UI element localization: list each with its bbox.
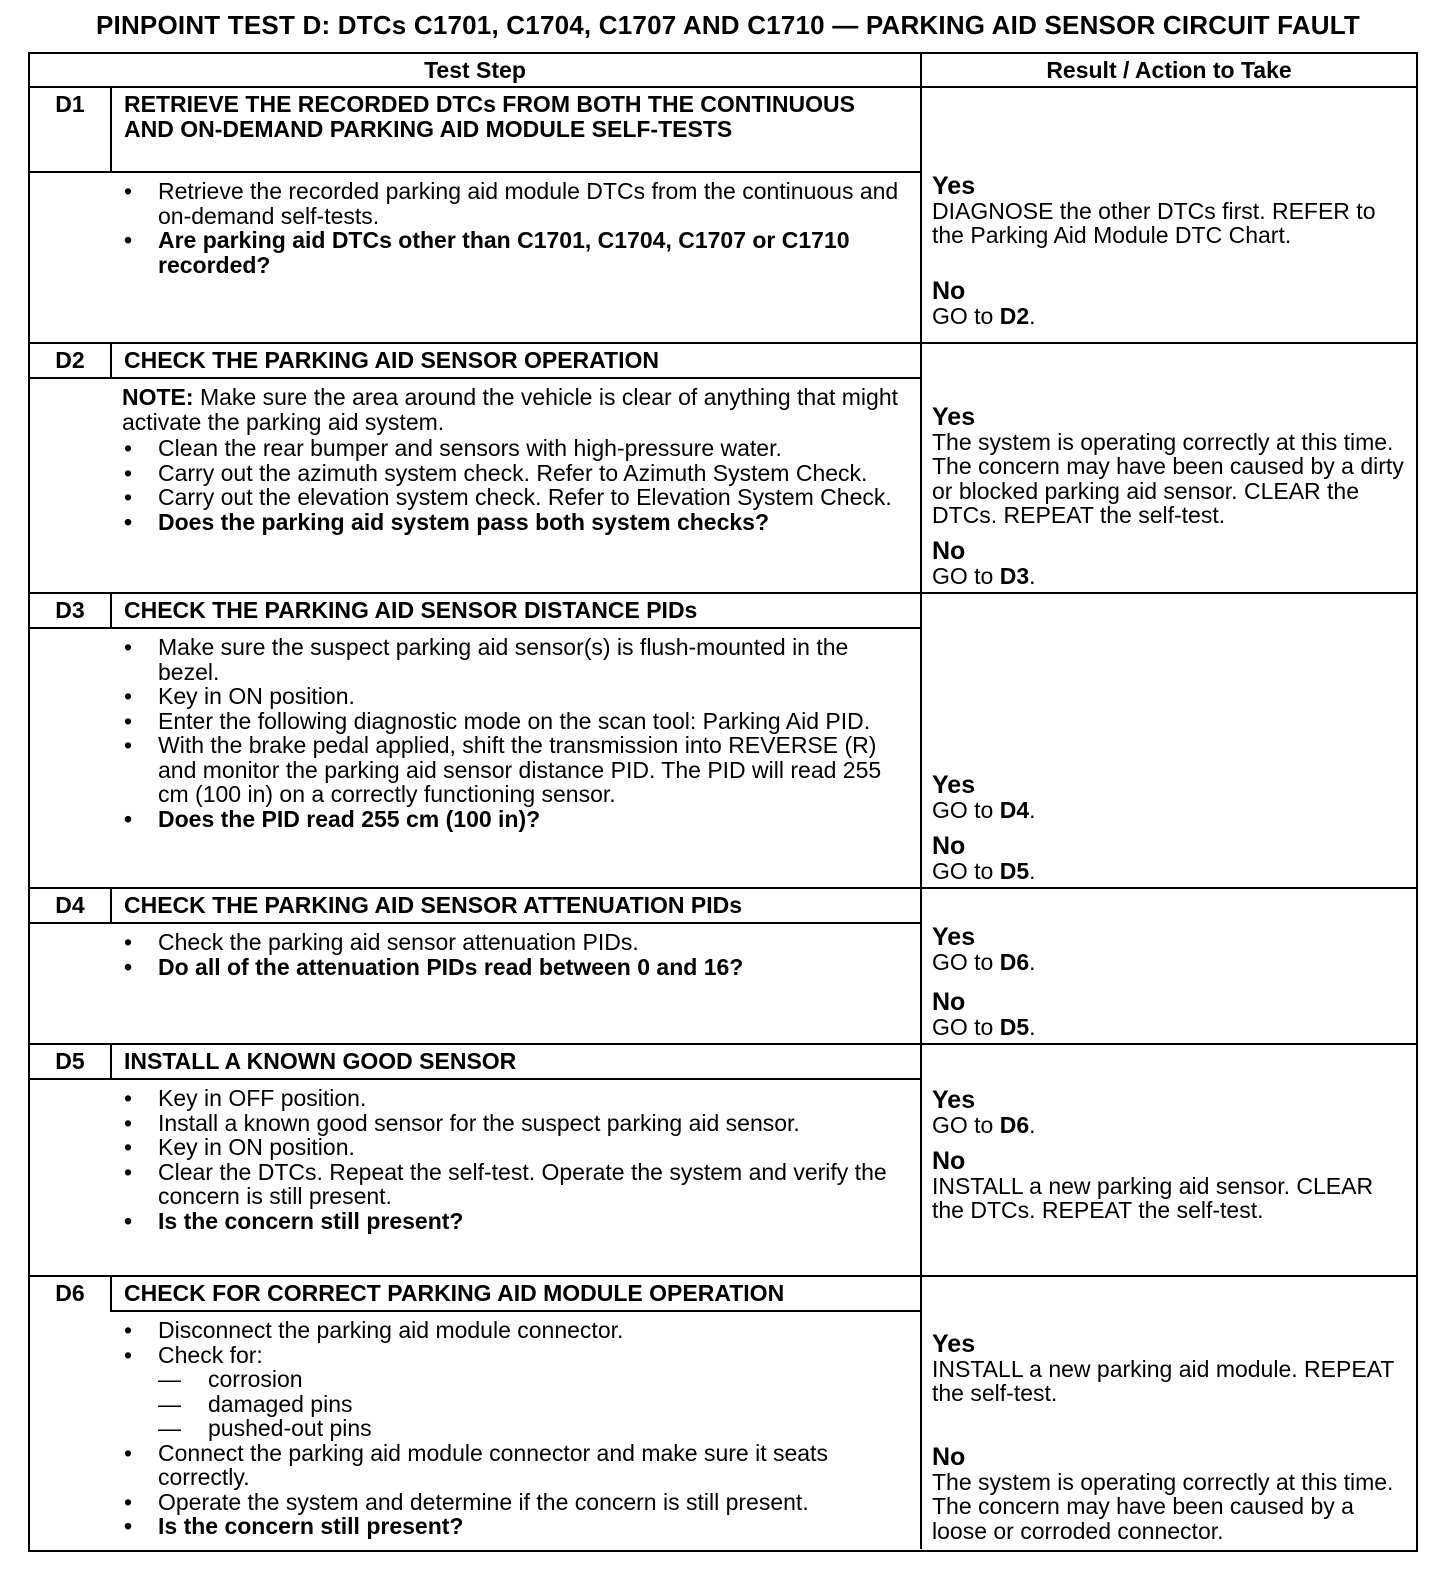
yes-label: Yes	[932, 771, 976, 799]
step-bullet: • Key in ON position.	[122, 684, 910, 709]
column-header-result: Result / Action to Take	[922, 54, 1416, 88]
step-bullet: • Make sure the suspect parking aid sensor(s) is flush-mounted in the bezel.	[122, 635, 910, 684]
step-result	[922, 889, 1416, 1045]
no-action: GO to D3.	[932, 562, 1036, 589]
step-question: • Does the parking aid system pass both system checks?	[122, 510, 910, 535]
step-question: • Do all of the attenuation PIDs read between 0 and 16?	[122, 955, 910, 980]
column-header-test-step: Test Step	[30, 54, 922, 88]
step-body	[30, 629, 922, 889]
step-body	[30, 1312, 922, 1549]
step-bullet: • Connect the parking aid module connector and make sure it seats correctly.	[122, 1441, 910, 1490]
step-id: D6	[30, 1277, 112, 1312]
no-label: No	[932, 987, 966, 1016]
no-label: No	[932, 536, 966, 565]
step-heading: CHECK THE PARKING AID SENSOR OPERATION	[112, 344, 922, 379]
check-item: — pushed-out pins	[158, 1416, 910, 1441]
step-bullet: • Operate the system and determine if the concern is still present.	[122, 1490, 910, 1515]
step-heading: INSTALL A KNOWN GOOD SENSOR	[112, 1045, 922, 1080]
step-result	[922, 344, 1416, 594]
step-heading: RETRIEVE THE RECORDED DTCs FROM BOTH THE CONTINUOUS AND ON-DEMAND PARKING AID MODULE SELF-TESTS	[112, 88, 922, 173]
step-bullet: • Disconnect the parking aid module connector.	[122, 1318, 910, 1343]
step-id: D3	[30, 594, 112, 629]
step-body	[30, 1080, 922, 1277]
yes-action: INSTALL a new parking aid module. REPEAT the self-test.	[932, 1355, 1394, 1406]
step-body	[30, 379, 922, 594]
step-bullet: • Clear the DTCs. Repeat the self-test. Operate the system and verify the concern is still present.	[122, 1160, 910, 1209]
step-bullet: • Enter the following diagnostic mode on the scan tool: Parking Aid PID.	[122, 709, 910, 734]
step-bullet: • Check for: — corrosion — damaged pins — pushed-out pins	[122, 1343, 910, 1441]
no-action: GO to D5.	[932, 1013, 1036, 1040]
step-question: • Is the concern still present?	[122, 1514, 910, 1539]
yes-label: Yes	[932, 402, 976, 431]
step-heading: CHECK FOR CORRECT PARKING AID MODULE OPERATION	[112, 1277, 922, 1312]
step-bullet: • Install a known good sensor for the suspect parking aid sensor.	[122, 1111, 910, 1136]
no-action: The system is operating correctly at this time. The concern may have been caused by a loose or corroded connector.	[932, 1468, 1394, 1544]
no-label: No	[932, 276, 966, 305]
yes-label: Yes	[932, 1086, 976, 1114]
step-bullet: • Check the parking aid sensor attenuation PIDs.	[122, 930, 910, 955]
step-id: D4	[30, 889, 112, 924]
yes-label: Yes	[932, 1329, 976, 1358]
step-note: NOTE: Make sure the area around the vehicle is clear of anything that might activate the parking aid system.	[122, 384, 899, 435]
step-question: • Does the PID read 255 cm (100 in)?	[122, 807, 910, 832]
step-result	[922, 1277, 1416, 1549]
step-question: • Is the concern still present?	[122, 1209, 910, 1234]
step-id: D1	[30, 88, 112, 173]
step-heading: CHECK THE PARKING AID SENSOR ATTENUATION PIDs	[112, 889, 922, 924]
step-bullet: • Carry out the elevation system check. Refer to Elevation System Check.	[122, 485, 910, 510]
step-heading: CHECK THE PARKING AID SENSOR DISTANCE PIDs	[112, 594, 922, 629]
step-bullet: • Carry out the azimuth system check. Refer to Azimuth System Check.	[122, 461, 910, 486]
check-item: — corrosion	[158, 1367, 910, 1392]
step-result	[922, 1045, 1416, 1277]
step-bullet: • With the brake pedal applied, shift the transmission into REVERSE (R) and monitor the parking aid sensor distance PID. The PID will read 255 cm (100 in) on a correctly functioning sensor.	[122, 733, 910, 807]
step-body	[30, 924, 922, 1045]
yes-label: Yes	[932, 171, 976, 200]
step-bullet: • Key in OFF position.	[122, 1086, 910, 1111]
step-id: D5	[30, 1045, 112, 1080]
pinpoint-test-table	[28, 52, 1418, 1552]
step-question: • Are parking aid DTCs other than C1701, C1704, C1707 or C1710 recorded?	[122, 228, 910, 277]
check-item: — damaged pins	[158, 1392, 910, 1417]
step-result	[922, 594, 1416, 889]
no-label: No	[932, 1442, 966, 1471]
no-label: No	[932, 1146, 966, 1175]
yes-action: GO to D4.	[932, 797, 1036, 823]
no-action: GO to D5.	[932, 857, 1036, 884]
no-action: GO to D2.	[932, 302, 1036, 329]
step-bullet: • Retrieve the recorded parking aid module DTCs from the continuous and on-demand self-tests.	[122, 179, 910, 228]
step-result	[922, 88, 1416, 344]
yes-action: DIAGNOSE the other DTCs first. REFER to the Parking Aid Module DTC Chart.	[932, 197, 1376, 248]
yes-action: GO to D6.	[932, 1112, 1036, 1138]
yes-action: GO to D6.	[932, 949, 1036, 975]
yes-action: The system is operating correctly at this time. The concern may have been caused by a dirty or blocked parking aid sensor. CLEAR the DTCs. REPEAT the self-test.	[932, 428, 1404, 528]
step-bullet: • Clean the rear bumper and sensors with high-pressure water.	[122, 436, 910, 461]
step-body	[30, 173, 922, 344]
no-action: INSTALL a new parking aid sensor. CLEAR the DTCs. REPEAT the self-test.	[932, 1172, 1374, 1223]
step-bullet: • Key in ON position.	[122, 1135, 910, 1160]
page-title: PINPOINT TEST D: DTCs C1701, C1704, C1707 AND C1710 — PARKING AID SENSOR CIRCUIT FAULT	[95, 10, 1361, 40]
no-label: No	[932, 831, 966, 860]
yes-label: Yes	[932, 923, 976, 951]
step-id: D2	[30, 344, 112, 379]
